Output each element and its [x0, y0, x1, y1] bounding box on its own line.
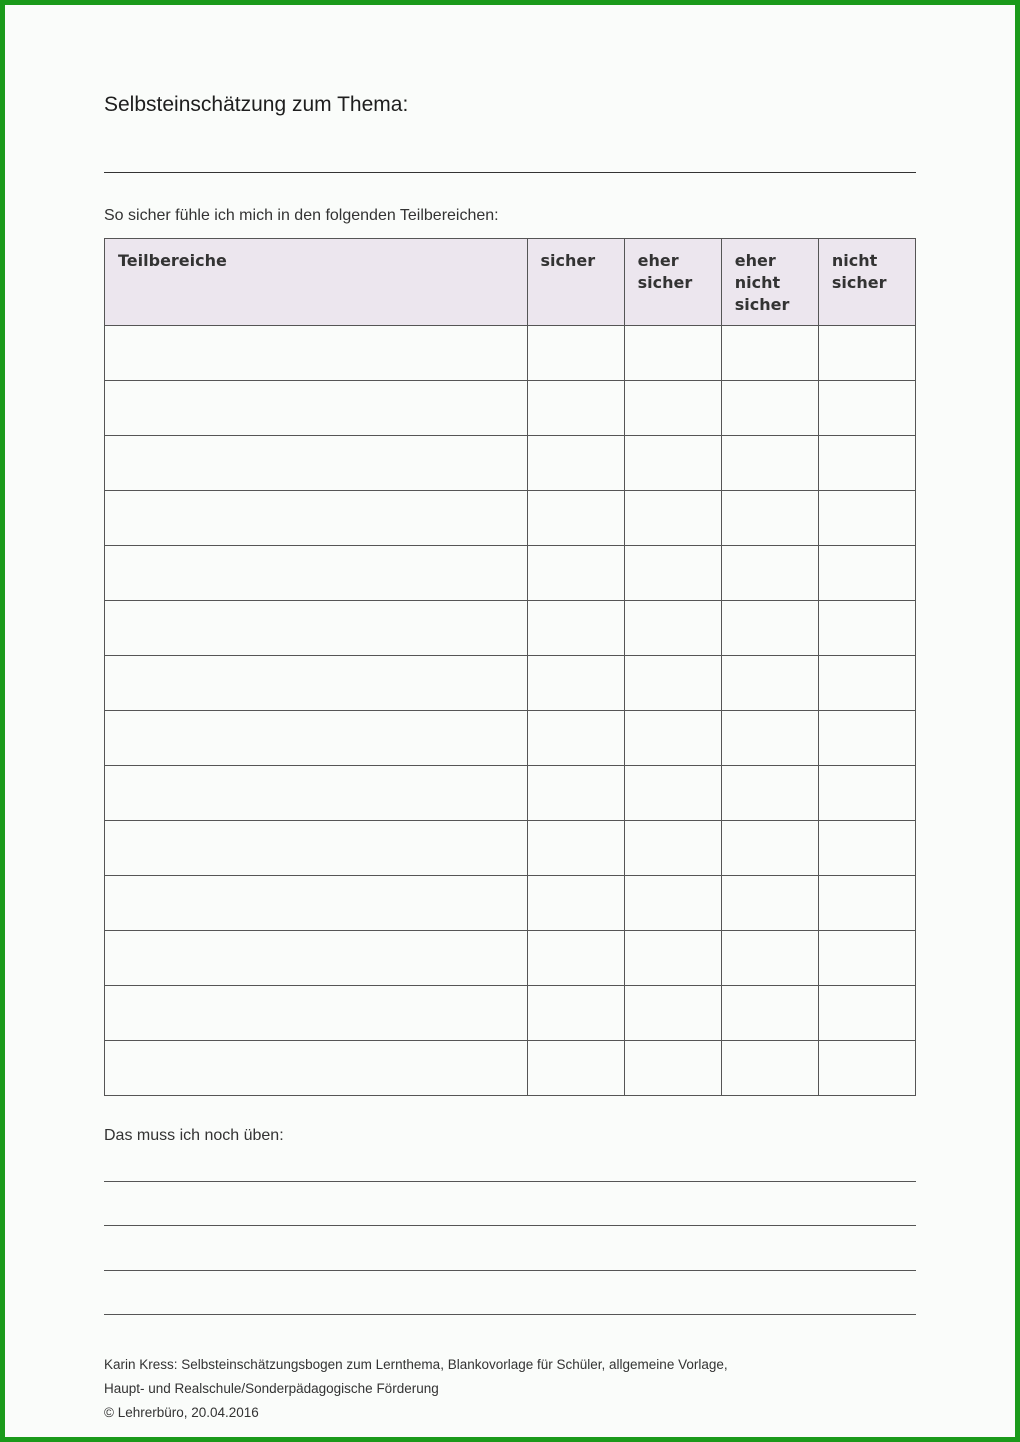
eher-sicher-cell[interactable]: [624, 931, 721, 986]
teilbereich-cell[interactable]: [105, 931, 528, 986]
practice-line[interactable]: [104, 1314, 916, 1315]
sicher-cell[interactable]: [527, 436, 624, 491]
eher-sicher-cell[interactable]: [624, 711, 721, 766]
sicher-cell[interactable]: [527, 326, 624, 381]
teilbereich-cell[interactable]: [105, 491, 528, 546]
eher-nicht-sicher-cell[interactable]: [721, 1041, 818, 1096]
teilbereich-cell[interactable]: [105, 766, 528, 821]
nicht-sicher-cell[interactable]: [818, 931, 915, 986]
sicher-cell[interactable]: [527, 601, 624, 656]
eher-nicht-sicher-cell[interactable]: [721, 711, 818, 766]
practice-line[interactable]: [104, 1225, 916, 1226]
teilbereich-cell[interactable]: [105, 1041, 528, 1096]
self-assessment-table: [104, 238, 916, 1096]
teilbereich-cell[interactable]: [105, 546, 528, 601]
sicher-cell[interactable]: [527, 821, 624, 876]
eher-nicht-sicher-cell[interactable]: [721, 931, 818, 986]
nicht-sicher-cell[interactable]: [818, 491, 915, 546]
practice-line[interactable]: [104, 1270, 916, 1271]
table-row: [105, 986, 916, 1041]
header-sicher: sicher: [527, 239, 624, 326]
footer-citation: Karin Kress: Selbsteinschätzungsbogen zum Lernthema, Blankovorlage für Schüler, allgemeine Vorlage,: [104, 1357, 728, 1372]
eher-sicher-cell[interactable]: [624, 436, 721, 491]
table-row: [105, 656, 916, 711]
eher-nicht-sicher-cell[interactable]: [721, 821, 818, 876]
table-body: [105, 326, 916, 1096]
teilbereich-cell[interactable]: [105, 821, 528, 876]
eher-nicht-sicher-cell[interactable]: [721, 381, 818, 436]
nicht-sicher-cell[interactable]: [818, 711, 915, 766]
sicher-cell[interactable]: [527, 986, 624, 1041]
eher-nicht-sicher-cell[interactable]: [721, 656, 818, 711]
eher-sicher-cell[interactable]: [624, 656, 721, 711]
practice-line[interactable]: [104, 1181, 916, 1182]
footer: [104, 1353, 728, 1425]
sicher-cell[interactable]: [527, 546, 624, 601]
sicher-cell[interactable]: [527, 876, 624, 931]
eher-nicht-sicher-cell[interactable]: [721, 326, 818, 381]
sicher-cell[interactable]: [527, 766, 624, 821]
nicht-sicher-cell[interactable]: [818, 1041, 915, 1096]
practice-label: Das muss ich noch üben:: [104, 1127, 284, 1144]
sicher-cell[interactable]: [527, 656, 624, 711]
header-teilbereiche: Teilbereiche: [105, 239, 528, 326]
eher-nicht-sicher-cell[interactable]: [721, 436, 818, 491]
table-row: [105, 381, 916, 436]
teilbereich-cell[interactable]: [105, 986, 528, 1041]
table-row: [105, 931, 916, 986]
nicht-sicher-cell[interactable]: [818, 546, 915, 601]
teilbereich-cell[interactable]: [105, 711, 528, 766]
table-row: [105, 1041, 916, 1096]
eher-nicht-sicher-cell[interactable]: [721, 491, 818, 546]
table-row: [105, 436, 916, 491]
topic-write-line[interactable]: [104, 172, 916, 173]
table-row: [105, 546, 916, 601]
teilbereich-cell[interactable]: [105, 326, 528, 381]
table-row: [105, 326, 916, 381]
nicht-sicher-cell[interactable]: [818, 986, 915, 1041]
eher-sicher-cell[interactable]: [624, 326, 721, 381]
nicht-sicher-cell[interactable]: [818, 601, 915, 656]
footer-school-type: Haupt- und Realschule/Sonderpädagogische Förderung: [104, 1381, 439, 1396]
table-row: [105, 876, 916, 931]
eher-sicher-cell[interactable]: [624, 986, 721, 1041]
sicher-cell[interactable]: [527, 381, 624, 436]
table-row: [105, 766, 916, 821]
teilbereich-cell[interactable]: [105, 436, 528, 491]
eher-sicher-cell[interactable]: [624, 546, 721, 601]
nicht-sicher-cell[interactable]: [818, 656, 915, 711]
table-row: [105, 601, 916, 656]
eher-nicht-sicher-cell[interactable]: [721, 876, 818, 931]
sicher-cell[interactable]: [527, 931, 624, 986]
teilbereich-cell[interactable]: [105, 601, 528, 656]
footer-copyright: © Lehrerbüro, 20.04.2016: [104, 1405, 259, 1420]
table-row: [105, 711, 916, 766]
nicht-sicher-cell[interactable]: [818, 326, 915, 381]
teilbereich-cell[interactable]: [105, 656, 528, 711]
teilbereich-cell[interactable]: [105, 876, 528, 931]
sicher-cell[interactable]: [527, 491, 624, 546]
page-title: Selbsteinschätzung zum Thema:: [104, 93, 409, 116]
nicht-sicher-cell[interactable]: [818, 821, 915, 876]
eher-nicht-sicher-cell[interactable]: [721, 546, 818, 601]
eher-nicht-sicher-cell[interactable]: [721, 986, 818, 1041]
intro-text: So sicher fühle ich mich in den folgenden Teilbereichen:: [104, 207, 499, 224]
table-row: [105, 821, 916, 876]
teilbereich-cell[interactable]: [105, 381, 528, 436]
header-nicht-sicher: nicht sicher: [818, 239, 915, 326]
eher-nicht-sicher-cell[interactable]: [721, 766, 818, 821]
eher-sicher-cell[interactable]: [624, 1041, 721, 1096]
sicher-cell[interactable]: [527, 1041, 624, 1096]
nicht-sicher-cell[interactable]: [818, 381, 915, 436]
header-eher-sicher: eher sicher: [624, 239, 721, 326]
eher-sicher-cell[interactable]: [624, 766, 721, 821]
eher-nicht-sicher-cell[interactable]: [721, 601, 818, 656]
nicht-sicher-cell[interactable]: [818, 436, 915, 491]
eher-sicher-cell[interactable]: [624, 876, 721, 931]
table-row: [105, 491, 916, 546]
nicht-sicher-cell[interactable]: [818, 876, 915, 931]
eher-sicher-cell[interactable]: [624, 601, 721, 656]
eher-sicher-cell[interactable]: [624, 491, 721, 546]
sicher-cell[interactable]: [527, 711, 624, 766]
eher-sicher-cell[interactable]: [624, 381, 721, 436]
nicht-sicher-cell[interactable]: [818, 766, 915, 821]
table-header-row: [105, 239, 916, 326]
eher-sicher-cell[interactable]: [624, 821, 721, 876]
header-eher-nicht-sicher: eher nicht sicher: [721, 239, 818, 326]
